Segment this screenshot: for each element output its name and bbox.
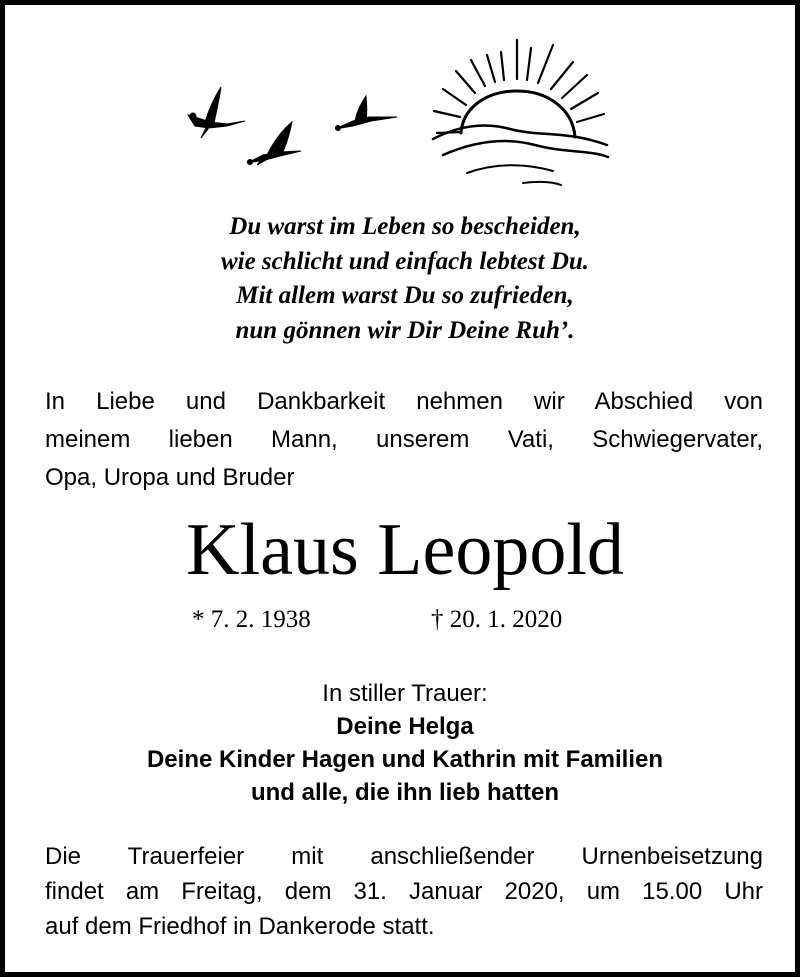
- funeral-line: findet am Freitag, dem 31. Januar 2020, um 15.00 Uhr: [45, 878, 763, 905]
- poem-line: Mit allem warst Du so zufrieden,: [236, 282, 574, 309]
- mourner-line: und alle, die ihn lieb hatten: [250, 779, 560, 806]
- intro-line: Opa, Uropa und Bruder: [45, 464, 295, 491]
- funeral-line: Die Trauerfeier mit anschließender Urnenbeisetzung: [45, 843, 763, 870]
- sunset-hills-icon: [433, 40, 608, 185]
- poem-line: Du warst im Leben so bescheiden,: [229, 213, 581, 240]
- poem-line: nun gönnen wir Dir Deine Ruh’.: [235, 316, 575, 344]
- mourner-line: Deine Kinder Hagen und Kathrin mit Familien: [146, 746, 664, 773]
- funeral-line: auf dem Friedhof in Dankerode statt.: [45, 913, 435, 940]
- mourner-line: Deine Helga: [336, 713, 474, 740]
- intro-line: In Liebe und Dankbarkeit nehmen wir Abschied von: [45, 388, 763, 415]
- funeral-info: [45, 839, 763, 944]
- deceased-name: Klaus Leopold: [186, 509, 624, 591]
- header-illustration: [5, 5, 800, 205]
- death-date: † 20. 1. 2020: [431, 606, 563, 633]
- intro-line: meinem lieben Mann, unserem Vati, Schwiegervater,: [45, 426, 763, 453]
- mourners-block: [5, 677, 800, 809]
- flying-birds-icon: [188, 87, 397, 165]
- mourners-heading: In stiller Trauer:: [322, 680, 488, 707]
- poem: [5, 210, 800, 348]
- farewell-intro: [45, 383, 763, 497]
- poem-line: wie schlicht und einfach lebtest Du.: [220, 247, 590, 275]
- birth-date: * 7. 2. 1938: [192, 606, 311, 633]
